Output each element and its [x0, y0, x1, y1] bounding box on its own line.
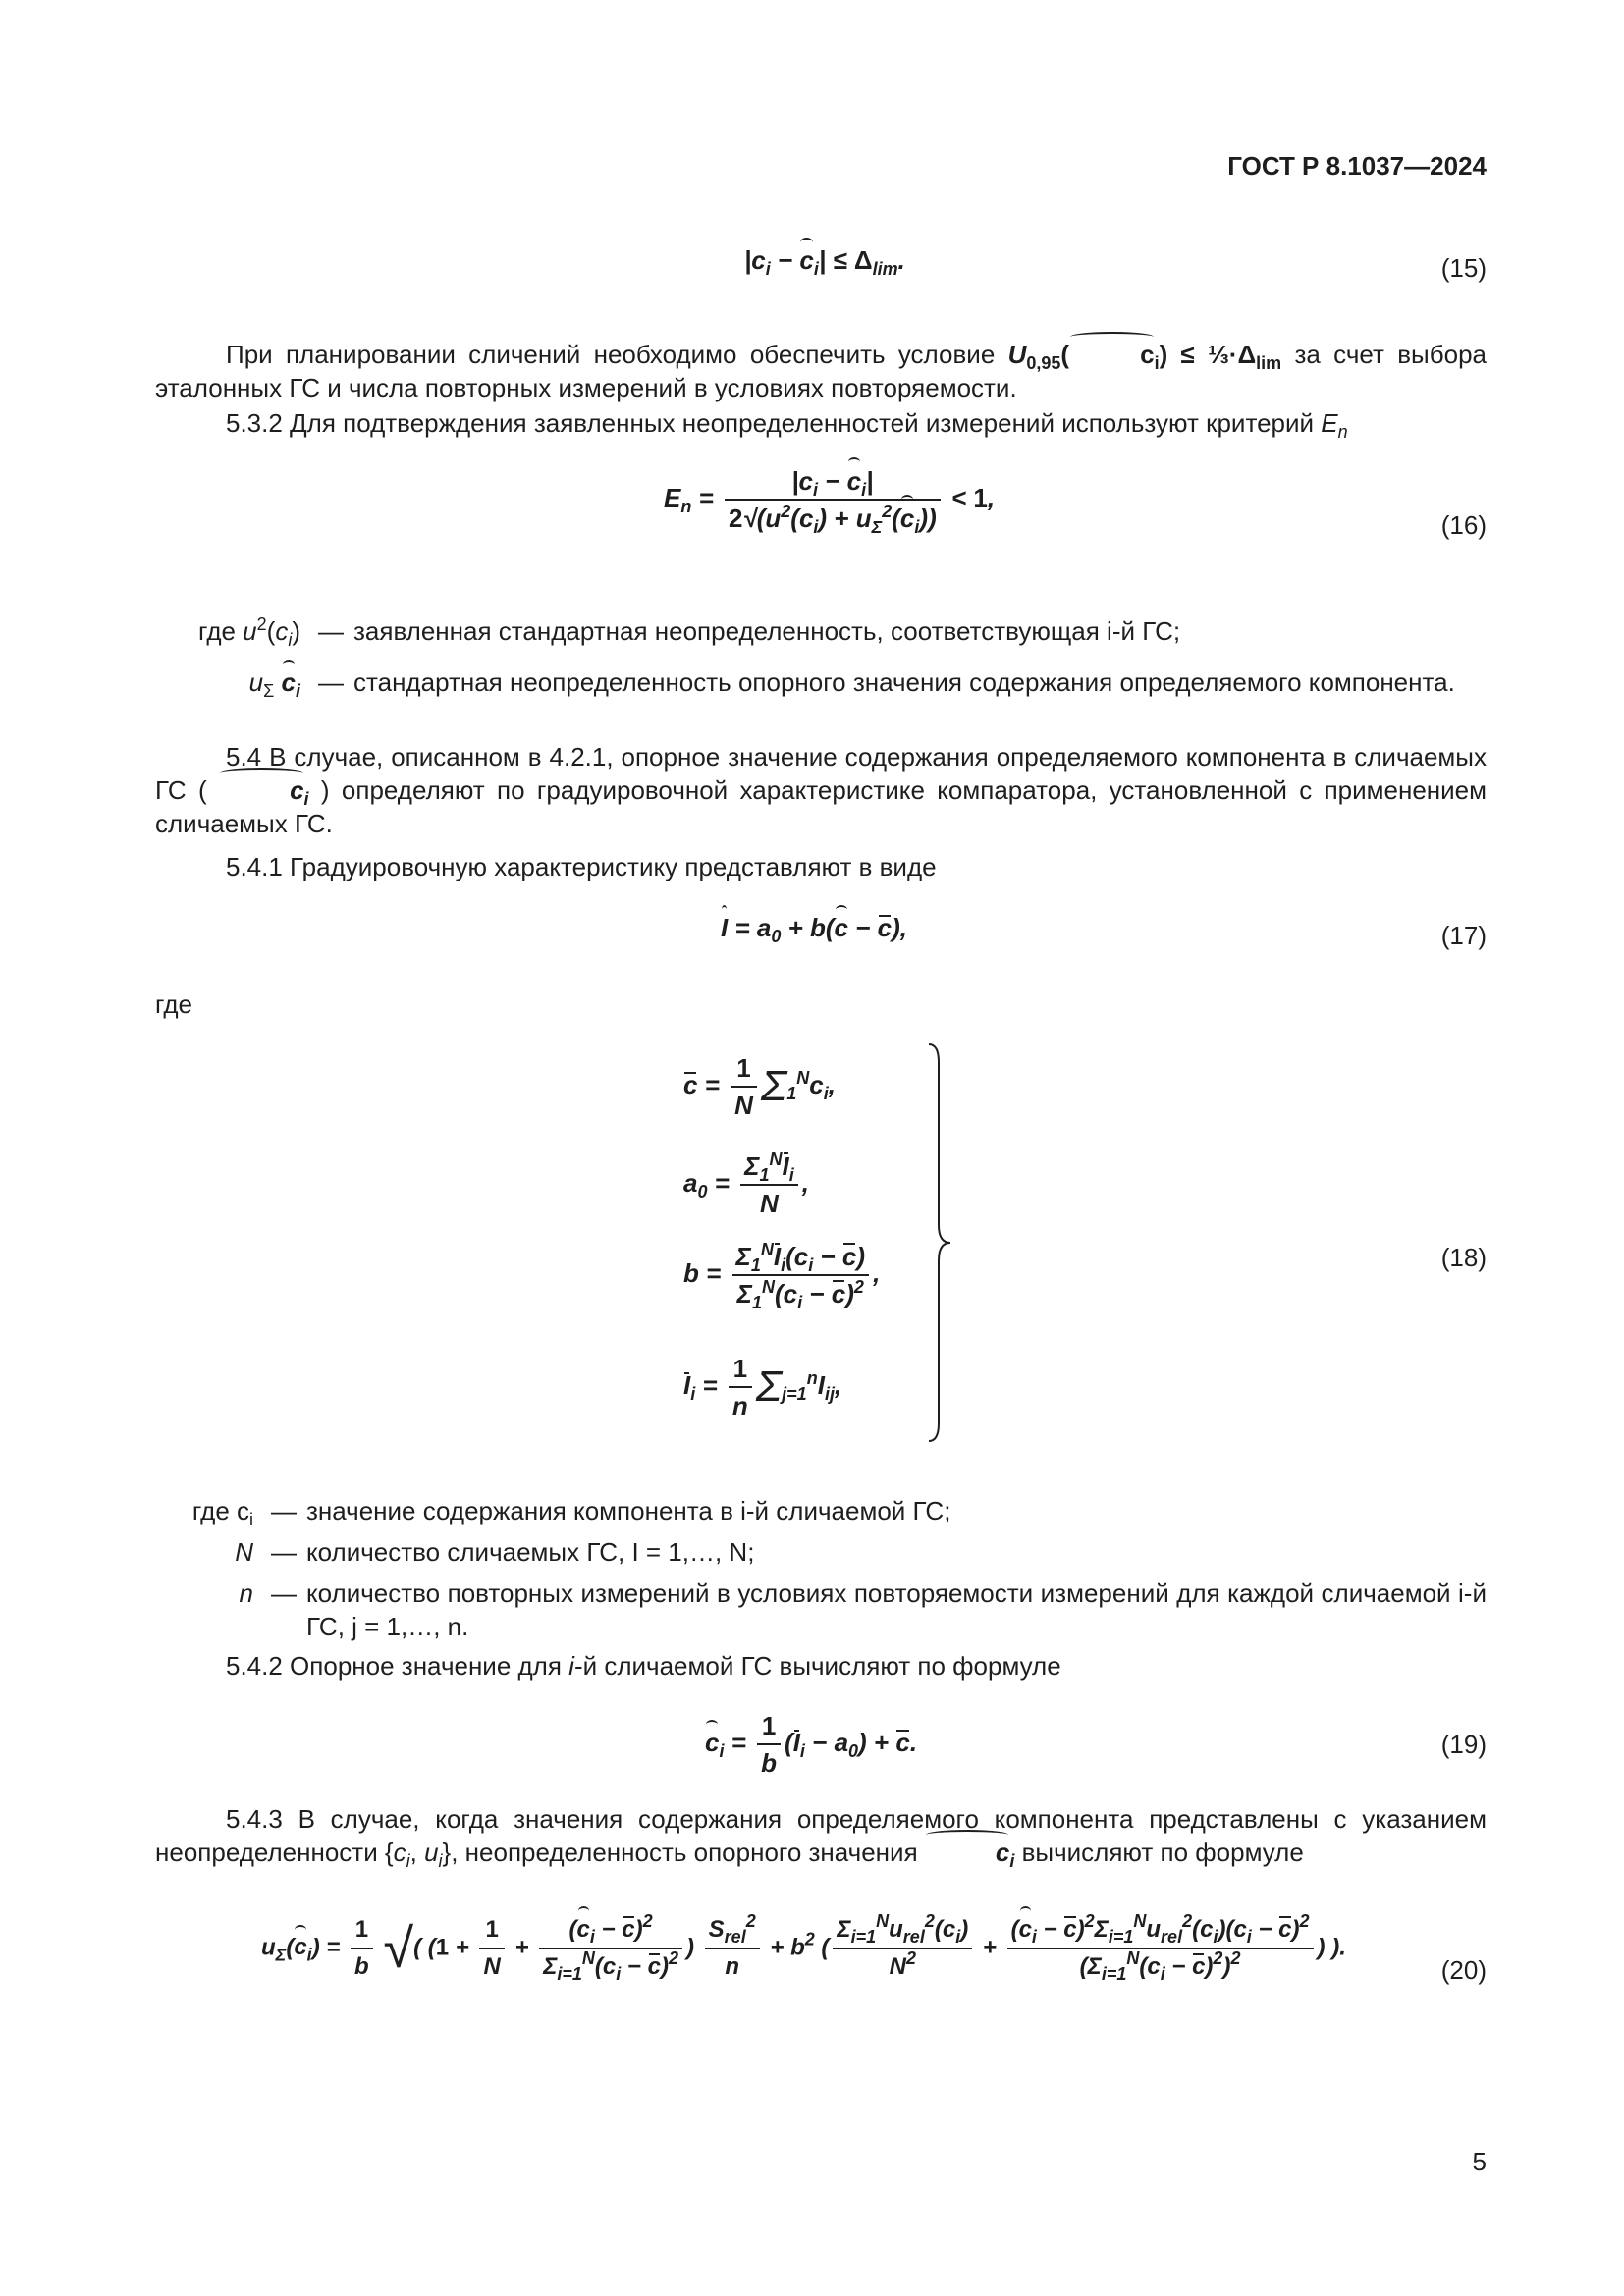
legend-desc: заявленная стандартная неопределенность, соответствующая i-й ГС;: [353, 616, 1181, 646]
legend-term: $u_\Sigma$ $c_i$: [248, 667, 300, 701]
paragraph-text: 5.4.1 Градуировочную характеристику представляют в виде: [226, 852, 937, 881]
document-code: ГОСТ Р 8.1037—2024: [1227, 151, 1487, 181]
equation-18-mean-I: $I_i$ = $\frac{1}{n}$ $\Sigma_{j=1}^nI_{ij}$,: [683, 1351, 841, 1423]
equation-18-mean-c: c = $\frac{1}{N}$ $\Sigma_1^Nc_i$,: [683, 1050, 836, 1123]
page-number: 5: [1472, 2147, 1487, 2176]
equation-19: $c_i$ = $\frac{1}{b}$ $(I_i - a_0) + c$.: [705, 1708, 917, 1781]
paragraph-text: -й сличаемой ГС вычисляют по формуле: [573, 1651, 1061, 1681]
legend-term: N: [235, 1537, 253, 1567]
equation-number: (20): [1440, 1955, 1487, 1985]
equation-20: $u_\Sigma(c_i)$ = $\frac{1}{b}$ √( (1 + $\frac{1}{N}$ + $\frac{(c_i - c)^2}{\Sigma_{i=1}^N(c_i - c)^2}$ ) $\frac{S_{rel}^2}{n}$ + $b^2$ ( $\frac{\Sigma_{i=1}^Nu_{rel}^2(c_i)}{N^2}$ + $\frac{(c_i - c)^2\Sigma_{i=1}^Nu_{rel}^2(c_i)(c_i - c)^2}{(\Sigma_{i=1}^N(c_i - c)^2)^2}$ ) ).: [261, 1911, 1346, 1984]
paragraph: При планировании сличений необходимо обеспечить условие $U_{0,95}$( $c_i$) ≤ $\frac{1}{3}\cdot\Delta_{lim}$ за счет выбора эталонных ГС и числа повторных измерений в условиях повторяемости.: [155, 340, 1488, 402]
right-brace: [927, 1042, 956, 1443]
paragraph-text: 5.3.2 Для подтверждения заявленных неопределенностей измерений используют критерий: [226, 408, 1315, 438]
paragraph-text: 5.4 В случае, описанном в 4.2.1, опорное значение содержания определяемого компонента в сличаемых ГС (: [155, 742, 1487, 805]
paragraph: 5.4 В случае, описанном в 4.2.1, опорное значение содержания определяемого компонента в сличаемых ГС ( $c_i$ ) определяют по градуировочной характеристике компаратора, установленной с применением сличаемых ГС.: [155, 742, 1488, 838]
equation-number: (19): [1440, 1730, 1487, 1759]
legend-row: [155, 666, 1487, 699]
legend-row: [155, 614, 1487, 648]
variable-legend: [155, 614, 1487, 707]
equation-18-b: b = $\frac{\Sigma_1^NI_i(c_i - c)}{\Sigma_1^N(c_i - c)^2}$ ,: [683, 1240, 881, 1312]
equation-17: $I = a_0 + b(c - c)$,: [721, 913, 907, 946]
paragraph-text: ) определяют по градуировочной характеристике компаратора, установленной с применением сличаемых ГС.: [155, 775, 1488, 838]
legend-row: [155, 1535, 1487, 1569]
paragraph-text: При планировании сличений необходимо обеспечить условие: [226, 340, 996, 369]
legend-desc: количество повторных измерений в условиях повторяемости измерений для каждой сличаемой i-й ГС, j = 1,…, n.: [306, 1578, 1487, 1641]
where-label: где: [155, 989, 192, 1019]
paragraph: [155, 850, 1487, 883]
legend-desc: стандартная неопределенность опорного значения содержания определяемого компонента.: [353, 667, 1455, 697]
paragraph-text: за счет выбора эталонных ГС и числа повторных измерений в условиях повторяемости.: [155, 340, 1488, 402]
equation-16: $E_n$ = $\frac{|c_i - c_i|}{2√(u^2(c_i) + u_\Sigma^2(c_i))}$ < 1,: [664, 463, 995, 536]
equation-number: (18): [1440, 1243, 1487, 1272]
legend-row: [155, 1494, 1487, 1527]
variable-legend: [155, 1494, 1487, 1651]
legend-dash: —: [318, 667, 344, 697]
paragraph: 5.4.2 Опорное значение для i-й сличаемой ГС вычисляют по формуле: [226, 1651, 1061, 1681]
legend-dash: —: [318, 616, 344, 646]
paragraph-text: вычисляют по формуле: [1021, 1838, 1304, 1867]
legend-row: [155, 1576, 1487, 1643]
equation-number: (16): [1440, 510, 1487, 540]
equation-number: (15): [1440, 253, 1487, 283]
legend-dash: —: [271, 1496, 297, 1525]
equation-15: $|c_i - c_i| \le \Delta_{lim}$.: [744, 245, 905, 279]
legend-term: где $u^2(c_i)$: [198, 614, 300, 650]
paragraph-text: 5.4.2 Опорное значение для: [226, 1651, 562, 1681]
legend-dash: —: [271, 1537, 297, 1567]
paragraph: 5.4.3 В случае, когда значения содержания определяемого компонента представлены с указанием неопределенности {$c_i$, $u_i$}, неопределенность опорного значения $c_i$ вычисляют по формуле: [155, 1804, 1487, 1871]
paragraph: 5.3.2 Для подтверждения заявленных неопределенностей измерений используют критерий $E_n$: [226, 408, 1348, 442]
equation-18-a0: $a_0$ = $\frac{\Sigma_1^NI_i}{N}$ ,: [683, 1149, 809, 1218]
paragraph-text: }, неопределенность опорного значения: [442, 1838, 918, 1867]
legend-desc: значение содержания компонента в i-й сличаемой ГС;: [306, 1496, 951, 1525]
legend-dash: —: [271, 1578, 297, 1608]
legend-term: где $c_i$: [191, 1496, 253, 1529]
legend-desc: количество сличаемых ГС, I = 1,…, N;: [306, 1537, 755, 1567]
equation-number: (17): [1440, 921, 1487, 950]
legend-term: n: [239, 1578, 253, 1608]
paragraph-text: 5.4.3 В случае, когда значения содержания определяемого компонента представлены с указанием неопределенности {: [155, 1804, 1487, 1867]
